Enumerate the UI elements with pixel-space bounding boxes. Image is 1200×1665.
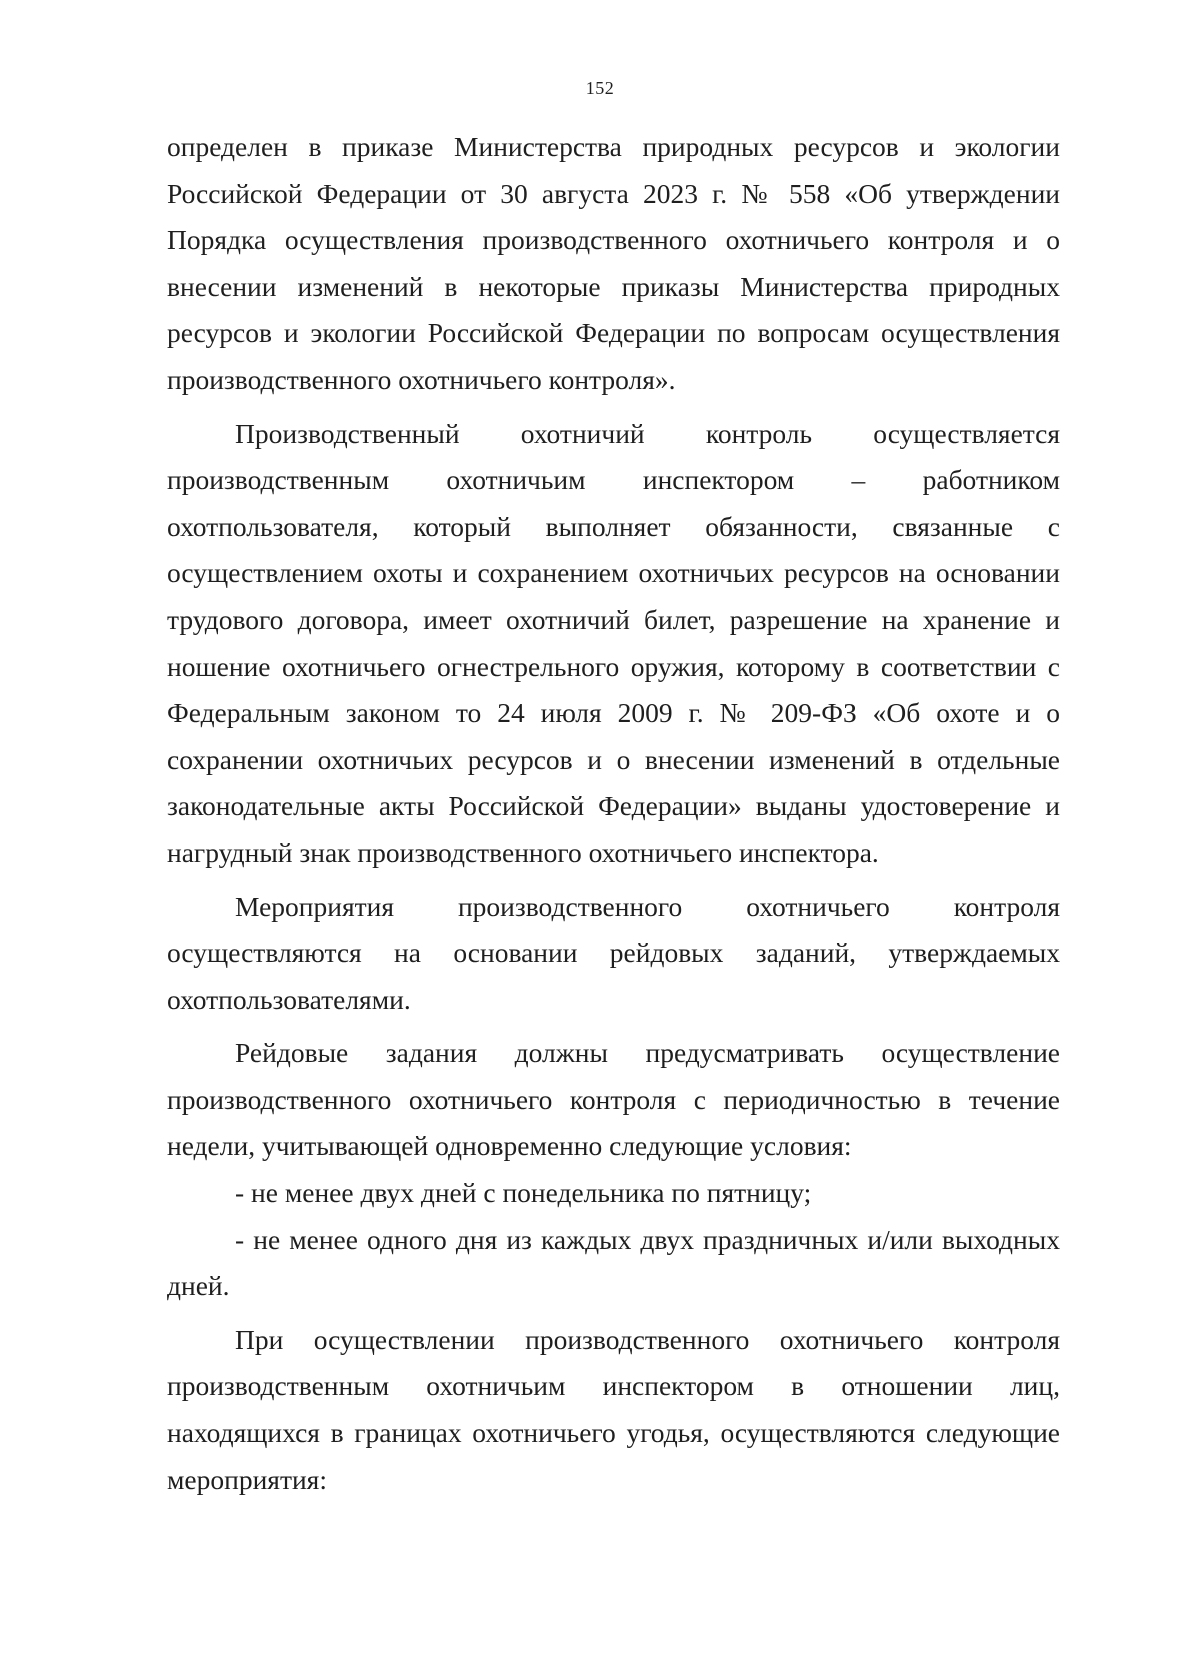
document-body [167,124,1060,1503]
page-number: 152 [585,78,615,98]
paragraph-3: Мероприятия производственного охотничьего контроля осуществляются на основании рейдовых заданий, утверждаемых охотпользователями. [167,890,1060,1015]
paragraph-4: Рейдовые задания должны предусматривать осуществление производственного охотничьего контроля с периодичностью в течение недели, учитывающей одновременно следующие условия: [167,1037,1060,1162]
paragraph-1: определен в приказе Министерства природных ресурсов и экологии Российской Федерации от 30 августа 2023 г. № 558 «Об утверждении Порядка осуществления производственного охотничьего контроля и о внесении изменений в некоторые приказы Министерства природных ресурсов и экологии Российской Федерации по вопросам осуществления производственного охотничьего контроля». [167,131,1060,395]
paragraph-2: Производственный охотничий контроль осуществляется производственным охотничьим инспектором – работником охотпользователя, который выполняет обязанности, связанные с осуществлением охоты и сохранением охотничьих ресурсов на основании трудового договора, имеет охотничий билет, разрешение на хранение и ношение охотничьего огнестрельного оружия, которому в соответствии с Федеральным законом то 24 июля 2009 г. № 209-ФЗ «Об охоте и о сохранении охотничьих ресурсов и о внесении изменений в отдельные законодательные акты Российской Федерации» выданы удостоверение и нагрудный знак производственного охотничьего инспектора. [167,417,1060,868]
list-item-2: - не менее одного дня из каждых двух праздничных и/или выходных дней. [167,1223,1060,1302]
paragraph-5: При осуществлении производственного охотничьего контроля производственным охотничьим инспектором в отношении лиц, находящихся в границах охотничьего угодья, осуществляются следующие мероприятия: [167,1323,1060,1495]
list-item-1: - не менее двух дней с понедельника по пятницу; [235,1177,812,1209]
